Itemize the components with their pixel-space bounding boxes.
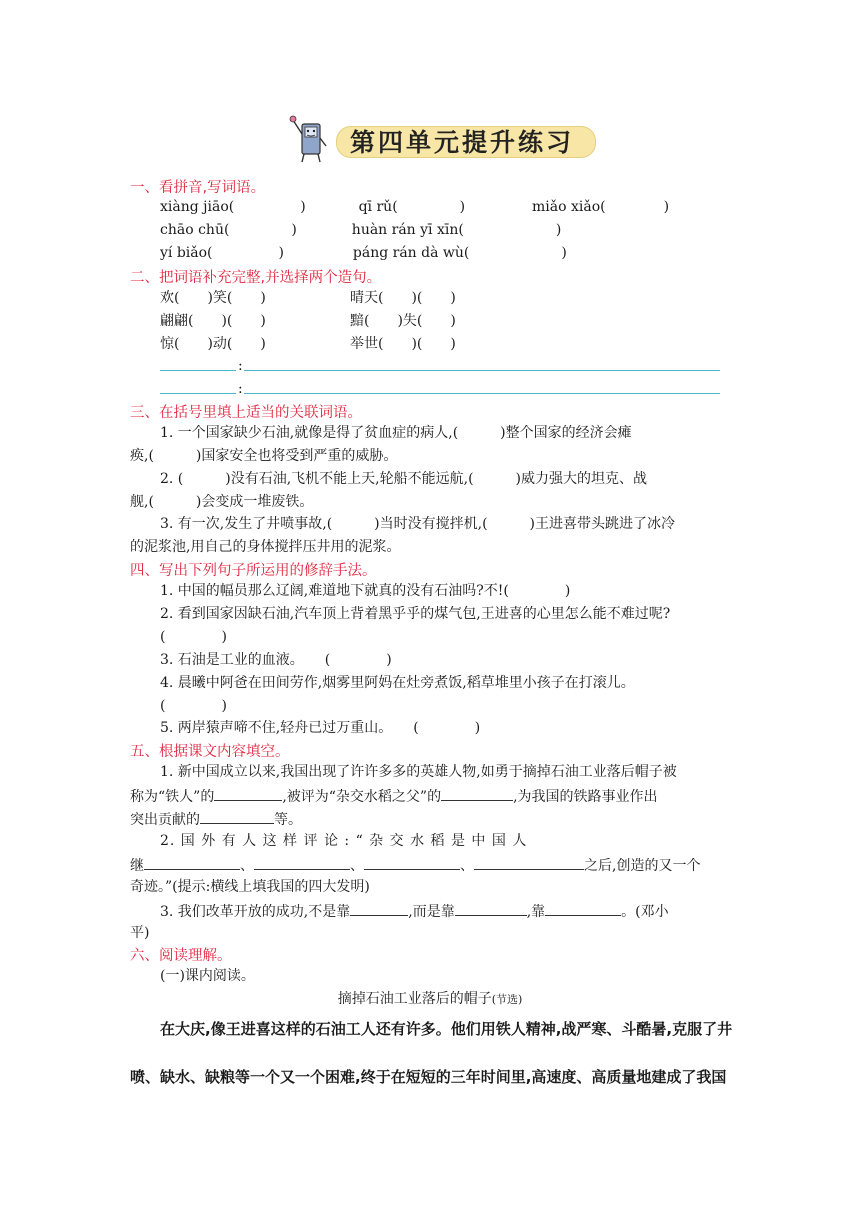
idiom-item: 晴天( )( ) — [350, 290, 456, 306]
fill-blank — [441, 785, 513, 801]
text-line: 4. 晨曦中阿爸在田间劳作,烟雾里阿妈在灶旁煮饭,稻草堆里小孩子在打滚儿。 — [160, 675, 635, 691]
text-line: 称为“铁人”的 ,被评为“杂交水稻之父”的 ,为我国的铁路事业作出 — [130, 785, 658, 807]
passage-note: (节选) — [491, 993, 523, 1006]
fill-blank — [474, 854, 584, 870]
text-line: 平) — [130, 925, 150, 941]
section-2-heading: 二、把词语补充完整,并选择两个造句。 — [130, 270, 382, 286]
section-4-heading: 四、写出下列句子所运用的修辞手法。 — [130, 563, 377, 579]
fill-blank — [364, 854, 460, 870]
idiom-item: 欢( )笑( ) — [160, 290, 266, 306]
pinyin-row-2: chāo chū( ) huàn rán yī xīn( ) — [160, 222, 562, 238]
pinyin-item: xiàng jiāo( — [160, 199, 235, 215]
text-line: 1. 一个国家缺少石油,就像是得了贫血症的病人,( )整个国家的经济会瘫 — [160, 425, 632, 441]
text-line: 3. 我们改革开放的成功,不是靠 ,而是靠 ,靠 。(邓小 — [160, 900, 669, 922]
fill-blank — [350, 900, 408, 916]
pinyin-row-3: yí biǎo( ) páng rán dà wù( ) — [160, 245, 567, 261]
answer-line — [244, 393, 720, 394]
answer-line — [160, 370, 236, 371]
section-1-heading: 一、看拼音,写词语。 — [130, 180, 266, 196]
text-line: 3. 石油是工业的血液。 ( ) — [160, 652, 392, 668]
passage-line: 在大庆,像王进喜这样的石油工人还有许多。他们用铁人精神,战严寒、斗酷暑,克服了井 — [160, 1020, 733, 1038]
text-line: 3. 有一次,发生了井喷事故,( )当时没有搅拌机,( )王进喜带头跳进了冰冷 — [160, 516, 676, 532]
text-line: 1. 新中国成立以来,我国出现了许许多多的英雄人物,如勇于摘掉石油工业落后帽子被 — [160, 764, 677, 780]
text-line: ( ) — [160, 629, 227, 645]
section-6-heading: 六、阅读理解。 — [130, 948, 232, 964]
text-line: 的泥浆池,用自己的身体搅拌压井用的泥浆。 — [130, 539, 401, 555]
colon: : — [238, 358, 243, 374]
fill-blank — [214, 785, 282, 801]
text-line: ( ) — [160, 698, 227, 714]
text-line: 2. 国 外 有 人 这 样 评 论 : “ 杂 交 水 稻 是 中 国 人 — [160, 833, 528, 849]
answer-line — [244, 370, 720, 371]
text-line: 突出贡献的 等。 — [130, 808, 302, 830]
idiom-item: 黯( )失( ) — [350, 313, 456, 329]
page-title: 第四单元提升练习 — [350, 128, 575, 157]
fill-blank — [545, 900, 621, 916]
passage-title: 摘掉石油工业落后的帽子 — [337, 991, 492, 1007]
fill-blank — [455, 900, 527, 916]
idiom-item: 翩翩( )( ) — [160, 313, 266, 329]
subsection-label: (一)课内阅读。 — [160, 968, 255, 984]
idiom-item: 举世( )( ) — [350, 336, 456, 352]
pinyin-item: miǎo xiǎo( — [532, 199, 606, 215]
text-line: 2. 看到国家因缺石油,汽车顶上背着黑乎乎的煤气包,王进喜的心里怎么能不难过呢? — [160, 606, 671, 622]
pinyin-item: huàn rán yī xīn( — [351, 222, 464, 238]
fill-blank — [200, 808, 274, 824]
passage-line: 喷、缺水、缺粮等一个又一个困难,终于在短短的三年时间里,高速度、高质量地建成了我国 — [130, 1068, 727, 1086]
answer-line — [160, 393, 236, 394]
pinyin-item: páng rán dà wù( — [352, 245, 470, 261]
colon: : — [238, 381, 243, 397]
book-mascot-icon — [288, 112, 332, 164]
section-3-heading: 三、在括号里填上适当的关联词语。 — [130, 405, 362, 421]
text-line: 奇迹。”(提示:横线上填我国的四大发明) — [130, 879, 370, 895]
idiom-item: 惊( )动( ) — [160, 336, 266, 352]
text-line: 舰,( )会变成一堆废铁。 — [130, 494, 314, 510]
title-banner — [288, 112, 608, 164]
pinyin-row-1: xiàng jiāo( ) qī rǔ( ) miǎo xiǎo( ) — [160, 199, 670, 215]
passage-title-line — [0, 988, 860, 1008]
fill-blank — [254, 854, 350, 870]
pinyin-item: yí biǎo( — [160, 245, 213, 261]
text-line: 5. 两岸猿声啼不住,轻舟已过万重山。 ( ) — [160, 720, 481, 736]
fill-blank — [144, 854, 240, 870]
text-line: 痪,( )国家安全也将受到严重的威胁。 — [130, 448, 398, 464]
pinyin-item: qī rǔ( — [358, 199, 398, 215]
section-5-heading: 五、根据课文内容填空。 — [130, 744, 290, 760]
text-line: 继 、 、 、 之后,创造的又一个 — [130, 854, 700, 876]
text-line: 1. 中国的幅员那么辽阔,难道地下就真的没有石油吗?不!( ) — [160, 583, 571, 599]
text-line: 2. ( )没有石油,飞机不能上天,轮船不能远航,( )威力强大的坦克、战 — [160, 471, 648, 487]
pinyin-item: chāo chū( — [160, 222, 230, 238]
